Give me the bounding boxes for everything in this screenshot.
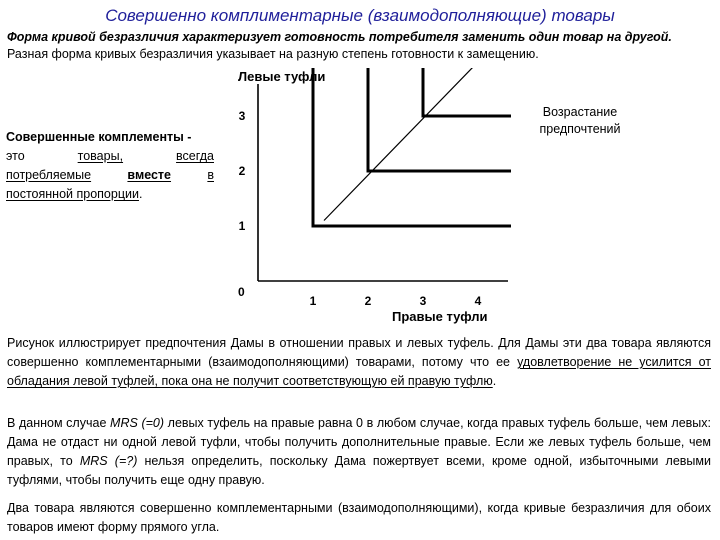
intro-normal-sentence: Разная форма кривых безразличия указывает на разную степень готовности к замещению. xyxy=(7,47,539,61)
side-line-1 xyxy=(6,147,214,166)
y-tick-label: 1 xyxy=(238,219,246,233)
origin-label: 0 xyxy=(238,285,245,299)
side-word: это xyxy=(6,149,25,163)
paragraph-1-underlined: удовлетворение не усилится от обладания левой туфлей, пока она не получит соответствующую ей правую туфлю xyxy=(7,355,711,388)
mrs-term: MRS (=?) xyxy=(79,454,138,468)
side-period: . xyxy=(138,187,143,201)
x-tick-label: 2 xyxy=(364,294,372,308)
x-tick-label: 1 xyxy=(309,294,317,308)
preference-arrow xyxy=(324,68,508,221)
side-word: в xyxy=(207,168,214,182)
intro-text xyxy=(7,29,713,63)
side-word: товары, xyxy=(77,149,124,163)
side-word-emphasis: вместе xyxy=(127,168,172,182)
mrs-term: MRS (=0) xyxy=(110,416,165,430)
x-axis-label: Правые туфли xyxy=(392,309,488,324)
side-word: потребляемые xyxy=(6,168,92,182)
y-tick-label: 2 xyxy=(238,164,246,178)
side-word: постоянной пропорции xyxy=(6,187,139,201)
paragraph-2 xyxy=(7,414,711,490)
y-tick-label: 3 xyxy=(238,109,246,123)
side-word: всегда xyxy=(176,149,214,163)
x-tick-label: 3 xyxy=(419,294,427,308)
indifference-chart xyxy=(228,68,528,330)
chart-annotation: Возрастание предпочтений xyxy=(539,105,621,136)
paragraph-2-text-b: левых туфель на правые равна 0 в любом случае, когда правых туфель больше, чем левых: Дама не отдаст ни одной левой туфли, чтобы получить дополнительные правые. Если же левых туфель больше, чем правых, то xyxy=(7,416,712,468)
side-line-3 xyxy=(6,185,214,204)
indifference-curve-3 xyxy=(423,68,511,116)
paragraph-1-period: . xyxy=(492,374,497,388)
paragraph-3: Два товара являются совершенно комплементарными (взаимодополняющими), когда кривые безразличия для обоих товаров имеют форму прямого угла. xyxy=(7,501,711,534)
side-heading: Совершенные комплементы - xyxy=(6,130,192,144)
x-tick-label: 4 xyxy=(474,294,482,308)
indifference-curve-2 xyxy=(368,68,511,171)
side-definition xyxy=(6,128,214,204)
side-line-2 xyxy=(6,166,214,185)
y-axis-label: Левые туфли xyxy=(238,69,326,84)
paragraph-2-text-a: В данном случае xyxy=(7,416,107,430)
paragraph-1-text: Рисунок иллюстрирует предпочтения Дамы в отношении правых и левых туфель. Для Дамы эти два товара являются совершенно комплементарными (взаимодополняющими) товарами, потому что ее xyxy=(7,336,711,369)
paragraph-2-text-c: нельзя определить, поскольку Дама пожертвует всеми, кроме одной, избыточными левыми туфлями, чтобы получить еще одну правую. xyxy=(7,454,711,487)
paragraph-1 xyxy=(7,334,711,391)
indifference-curve-1 xyxy=(313,68,511,226)
intro-bold-sentence: Форма кривой безразличия характеризует готовность потребителя заменить один товар на другой. xyxy=(7,30,672,44)
page-title: Совершенно комплиментарные (взаимодополняющие) товары xyxy=(105,6,615,25)
